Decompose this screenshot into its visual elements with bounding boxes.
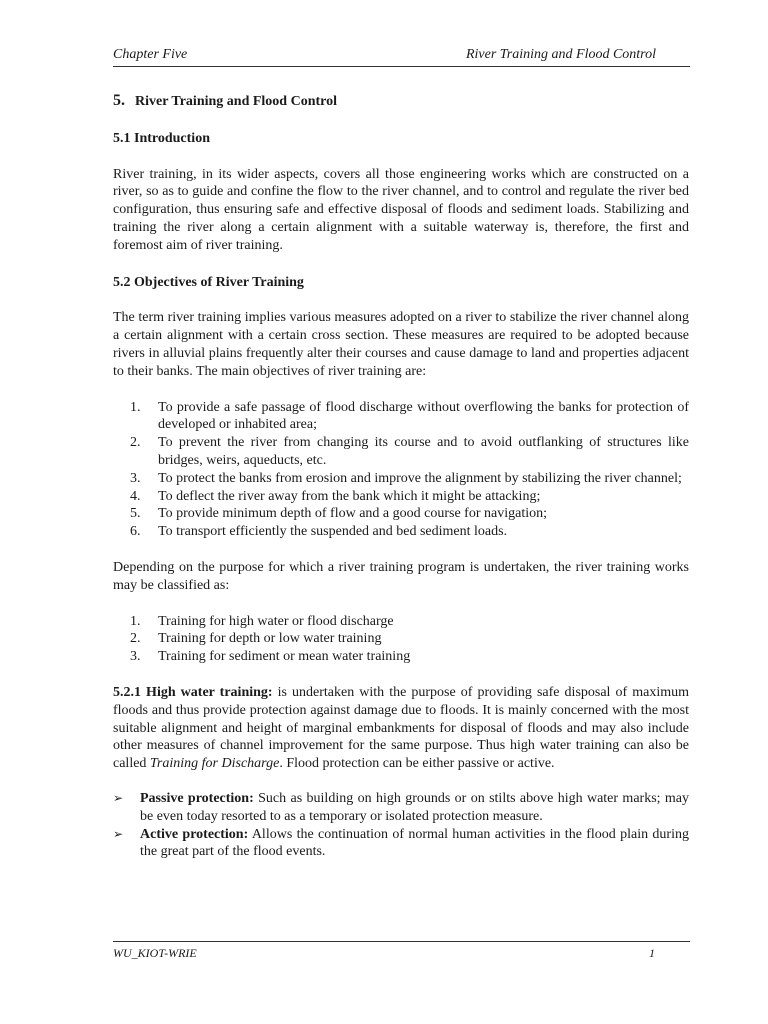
page-footer [113, 941, 690, 964]
list-item [113, 613, 689, 631]
list-text: To prevent the river from changing its course and to avoid outflanking of structures like bridges, weirs, aqueducts, etc. [158, 435, 689, 468]
list-number: 3. [130, 649, 141, 665]
intro-heading: 5.1 Introduction [113, 130, 210, 146]
list-text: To deflect the river away from the bank which it might be attacking; [158, 488, 541, 504]
list-item [113, 790, 689, 826]
header-title: River Training and Flood Control [465, 47, 656, 62]
chapter-title [113, 92, 689, 111]
high-water-italic: Training for Discharge [149, 756, 280, 772]
list-text: Training for sediment or mean water training [158, 649, 411, 665]
list-number: 3. [130, 470, 141, 486]
list-number: 6. [130, 524, 141, 540]
list-number: 1. [130, 399, 141, 415]
classification-paragraph: Depending on the purpose for which a river training program is undertaken, the river training works may be classified as: [113, 559, 689, 593]
list-number: 5. [130, 506, 141, 522]
list-text: Training for depth or low water training [158, 631, 382, 647]
list-text: To transport efficiently the suspended and bed sediment loads. [158, 524, 508, 540]
protection-text: Such as building on high grounds or on stilts above high water marks; may be even today resorted to as a temporary or isolated protection measure. [140, 790, 690, 824]
list-item [113, 648, 689, 666]
protection-text: Allows the continuation of normal human activities in the flood plain during the great part of the flood events. [140, 826, 689, 860]
arrow-bullet-icon: ➢ [113, 826, 124, 841]
protection-list [113, 790, 689, 861]
arrow-bullet-icon: ➢ [113, 790, 124, 805]
objectives-heading: 5.2 Objectives of River Training [113, 274, 304, 290]
list-text: Training for high water or flood discharge [158, 613, 394, 629]
header-chapter: Chapter Five [113, 47, 188, 62]
protection-label: Passive protection: [140, 790, 254, 806]
list-number: 4. [130, 488, 141, 504]
list-item [113, 488, 689, 506]
list-text: To provide a safe passage of flood discharge without overflowing the banks for protection of developed or inhabited area; [158, 399, 689, 433]
list-text: To provide minimum depth of flow and a good course for navigation; [158, 506, 547, 522]
chapter-number: 5. [113, 92, 125, 109]
list-item [113, 523, 689, 541]
high-water-text-2: . Flood protection can be either passive or active. [279, 756, 555, 772]
list-number: 1. [130, 613, 141, 629]
high-water-heading: 5.2.1 High water training: [113, 684, 273, 700]
list-text: To protect the banks from erosion and improve the alignment by stabilizing the river channel; [158, 470, 682, 486]
classification-list [113, 613, 689, 666]
chapter-title-text: River Training and Flood Control [135, 94, 337, 109]
objectives-list [113, 399, 689, 541]
high-water-text-1: is undertaken with the purpose of providing safe disposal of maximum floods and thus provide protection against damage due to floods. It is mainly concerned with the most suitable alignment and height of marginal embankments for disposal of floods and may also include other measures of channel improvement for the same purpose. Thus high water training can also be called [113, 684, 689, 772]
list-item [113, 826, 689, 862]
list-item [113, 399, 689, 435]
list-number: 2. [130, 631, 141, 647]
page-body [113, 90, 689, 861]
list-item [113, 434, 689, 470]
footer-label: WU_KIOT-WRIE [113, 946, 197, 960]
high-water-paragraph [113, 684, 689, 773]
page-number: 1 [649, 946, 655, 960]
list-number: 2. [130, 435, 141, 451]
page-header [113, 46, 690, 67]
list-item [113, 505, 689, 523]
intro-paragraph: River training, in its wider aspects, covers all those engineering works which are constructed on a river, so as to guide and confine the flow to the river channel, and to control and regulate the river bed configuration, thus ensuring safe and effective disposal of floods and sediment loads. Stabilizing and training the river along a certain alignment with a suitable waterway is, therefore, the first and foremost aim of river training. [113, 166, 689, 253]
list-item [113, 470, 689, 488]
objectives-paragraph: The term river training implies various measures adopted on a river to stabilize the river channel along a certain alignment with a certain cross section. These measures are required to be adopted because rivers in alluvial plains frequently alter their courses and cause damage to land and properties adjacent to their banks. The main objectives of river training are: [113, 310, 689, 379]
protection-label: Active protection: [140, 826, 249, 842]
list-item [113, 630, 689, 648]
